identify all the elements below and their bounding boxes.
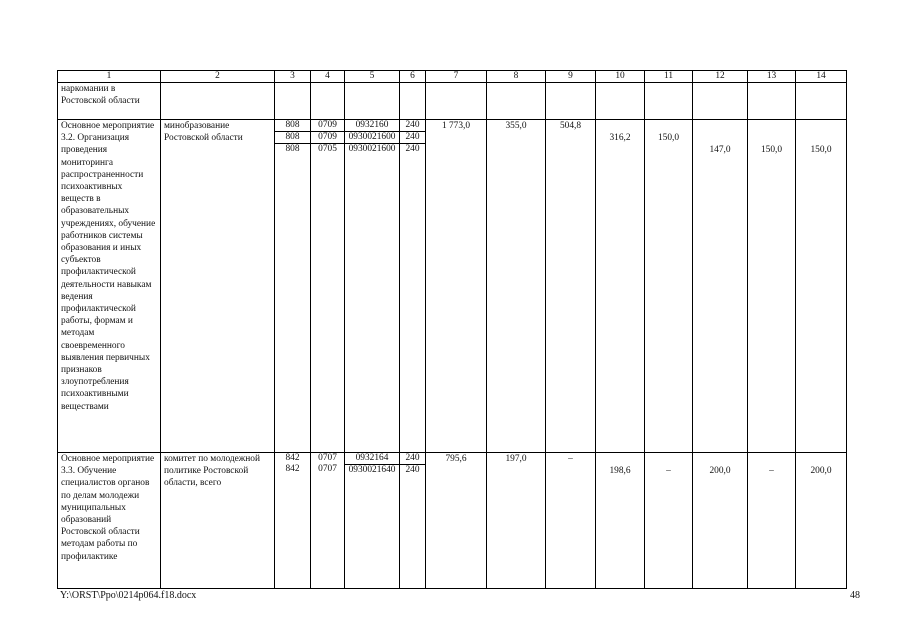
vr-value: 240 — [405, 465, 420, 475]
table-header-row — [58, 71, 847, 83]
measure-name-cell: наркомании в Ростовской области — [58, 83, 161, 120]
year-value: 200,0 — [810, 466, 832, 476]
year-value: – — [546, 453, 596, 589]
header-cell: 11 — [645, 71, 693, 83]
year-value: 150,0 — [810, 145, 832, 155]
csr-value: 0930021600 — [345, 132, 400, 144]
grbs-value: 808 — [275, 132, 311, 144]
measure-name-cell: Основное мероприятие 3.2. Организация проведения мониторинга распространенности психоактивных веществ в образовательных учреждениях, обучение работников системы образования и иных субъектов профилактической деятельности навыкам ведения профилактической работы, формам и методам своевременного выявления первичных признаков злоупотребления психоактивными веществами — [58, 120, 161, 453]
budget-table — [57, 70, 847, 589]
header-cell: 5 — [345, 71, 400, 83]
header-cell: 12 — [693, 71, 748, 83]
header-cell: 14 — [796, 71, 847, 83]
header-cell: 8 — [487, 71, 546, 83]
year-value: 147,0 — [709, 145, 731, 155]
file-path-footer: Y:\ORST\Ppo\0214p064.f18.docx — [60, 590, 197, 601]
header-cell: 2 — [161, 71, 275, 83]
rzpr-value: 0705 — [318, 144, 337, 154]
year-value: – — [666, 466, 671, 476]
table-row — [58, 120, 847, 453]
csr-value: 0930021600 — [348, 144, 396, 154]
header-cell: 10 — [596, 71, 645, 83]
year-value: 150,0 — [657, 133, 680, 143]
csr-value: 0932164 — [345, 453, 400, 465]
year-value: 200,0 — [709, 466, 731, 476]
executor-cell: минобразование Ростовской области — [161, 120, 275, 453]
year-value: 198,6 — [609, 466, 631, 476]
header-cell: 13 — [748, 71, 796, 83]
total-value: 795,6 — [426, 453, 487, 589]
csr-value: 0930021640 — [348, 465, 396, 475]
year-value: – — [769, 466, 774, 476]
vr-value: 240 — [405, 144, 420, 154]
csr-value: 0932160 — [345, 120, 400, 132]
rzpr-value: 0709 — [311, 120, 345, 132]
grbs-value: 808 — [275, 120, 311, 132]
grbs-value: 842 — [285, 464, 300, 474]
year-value: 316,2 — [609, 133, 631, 143]
vr-value: 240 — [400, 120, 426, 132]
header-cell: 6 — [400, 71, 426, 83]
vr-value: 240 — [400, 132, 426, 144]
table-row — [58, 453, 847, 589]
grbs-value: 808 — [285, 144, 300, 154]
header-cell: 7 — [426, 71, 487, 83]
table-row — [58, 83, 847, 120]
header-cell: 1 — [58, 71, 161, 83]
page-number: 48 — [850, 590, 860, 601]
header-cell: 9 — [546, 71, 596, 83]
rzpr-value: 0707 — [318, 464, 337, 474]
total-value: 1 773,0 — [426, 120, 487, 453]
vr-value: 240 — [400, 453, 426, 465]
executor-cell: комитет по молодежной политике Ростовской области, всего — [161, 453, 275, 589]
measure-name-cell: Основное мероприятие 3.3. Обучение специалистов органов по делам молодежи муниципальных образований Ростовской области методам работы по профилактике — [58, 453, 161, 589]
header-cell: 4 — [311, 71, 345, 83]
year-value: 355,0 — [487, 120, 546, 453]
rzpr-value: 0707 — [318, 453, 337, 463]
header-cell: 3 — [275, 71, 311, 83]
rzpr-value: 0709 — [311, 132, 345, 144]
year-value: 504,8 — [546, 120, 596, 453]
year-value: 150,0 — [760, 145, 783, 155]
year-value: 197,0 — [487, 453, 546, 589]
grbs-value: 842 — [285, 453, 300, 463]
